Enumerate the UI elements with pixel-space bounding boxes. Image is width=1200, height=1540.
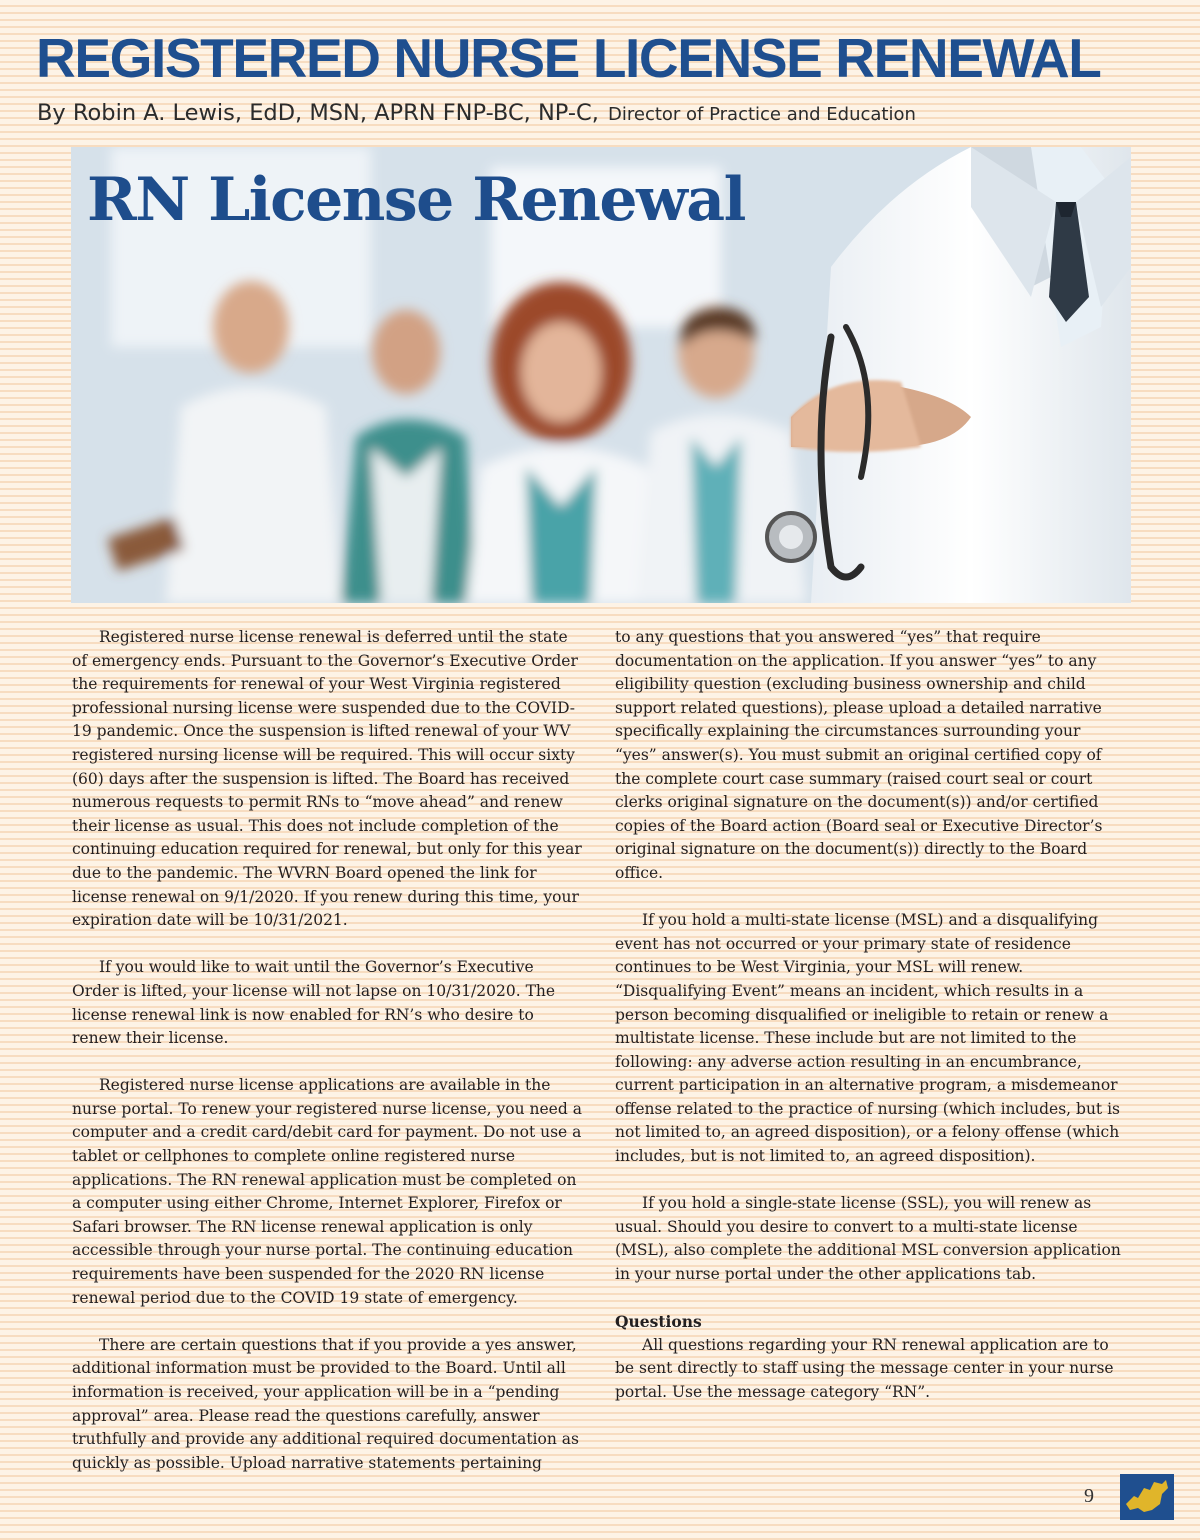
state-logo-icon — [1120, 1474, 1174, 1520]
article-title: REGISTERED NURSE LICENSE RENEWAL — [36, 27, 1101, 89]
article-paragraph: If you hold a single-state license (SSL), you will renew as usual. Should you desire to convert to a multi-state license (MSL), also complete the additional MSL conversion application in your nurse portal under the other applications tab. — [615, 1194, 1121, 1284]
author-role: Director of Practice and Education — [608, 104, 916, 125]
article-paragraph: If you hold a multi-state license (MSL) and a disqualifying event has not occurred or your primary state of residence continues to be West Virginia, your MSL will renew. “Disqualifying Event” means an incident, which results in a person becoming disqualified or ineligible to retain or renew a multistate license. These include but are not limited to the following: any adverse action resulting in an encumbrance, current participation in an alternative program, a misdemeanor offense related to the practice of nursing (which includes, but is not limited to, an agreed disposition), or a felony offense (which includes, but is not limited to, an agreed disposition). — [615, 911, 1120, 1166]
article-paragraph: to any questions that you answered “yes” that require documentation on the application. If you answer “yes” to any eligibility question (excluding business ownership and child support related questions), please upload a detailed narrative specifically explaining the circumstances surrounding your “yes” answer(s). You must submit an original certified copy of the complete court case summary (raised court seal or court clerks original signature on the document(s)) and/or certified copies of the Board action (Board seal or Executive Director’s original signature on the document(s)) directly to the Board office. — [615, 628, 1103, 882]
article-paragraph: If you would like to wait until the Governor’s Executive Order is lifted, your license will not lapse on 10/31/2020. The license renewal link is now enabled for RN’s who desire to renew their license. — [72, 958, 556, 1048]
article-column-right — [615, 626, 1125, 1428]
author-name: By Robin A. Lewis, EdD, MSN, APRN FNP-BC, NP-C, — [37, 100, 599, 126]
article-column-left — [72, 626, 582, 1499]
questions-heading: Questions — [615, 1312, 702, 1332]
questions-paragraph: All questions regarding your RN renewal application are to be sent directly to staff using the message center in your nurse portal. Use the message category “RN”. — [615, 1335, 1114, 1401]
hero-image — [71, 147, 1131, 603]
article-paragraph: Registered nurse license applications are available in the nurse portal. To renew your registered nurse license, you need a computer and a credit card/debit card for payment. Do not use a tablet or cellphones to complete online registered nurse applications. The RN renewal application must be completed on a computer using either Chrome, Internet Explorer, Firefox or Safari browser. The RN license renewal application is only accessible through your nurse portal. The continuing education requirements have been suspended for the 2020 RN license renewal period due to the COVID 19 state of emergency. — [72, 1076, 582, 1307]
article-paragraph: Registered nurse license renewal is deferred until the state of emergency ends. Pursuant to the Governor’s Executive Order the requirements for renewal of your West Virginia registered professional nursing license were suspended due to the COVID-19 pandemic. Once the suspension is lifted renewal of your WV registered nursing license will be required. This will occur sixty (60) days after the suspension is lifted. The Board has received numerous requests to permit RNs to “move ahead” and renew their license as usual. This does not include completion of the continuing education required for renewal, but only for this year due to the pandemic. The WVRN Board opened the link for license renewal on 9/1/2020. If you renew during this time, your expiration date will be 10/31/2021. — [72, 628, 582, 930]
author-byline — [37, 100, 916, 126]
article-paragraph: There are certain questions that if you provide a yes answer, additional information must be provided to the Board. Until all information is received, your application will be in a “pending approval” area. Please read the questions carefully, answer truthfully and provide any additional required documentation as quickly as possible. Upload narrative statements pertaining — [72, 1335, 579, 1472]
page-number: 9 — [1084, 1485, 1094, 1507]
hero-title: RN License Renewal — [87, 165, 745, 235]
